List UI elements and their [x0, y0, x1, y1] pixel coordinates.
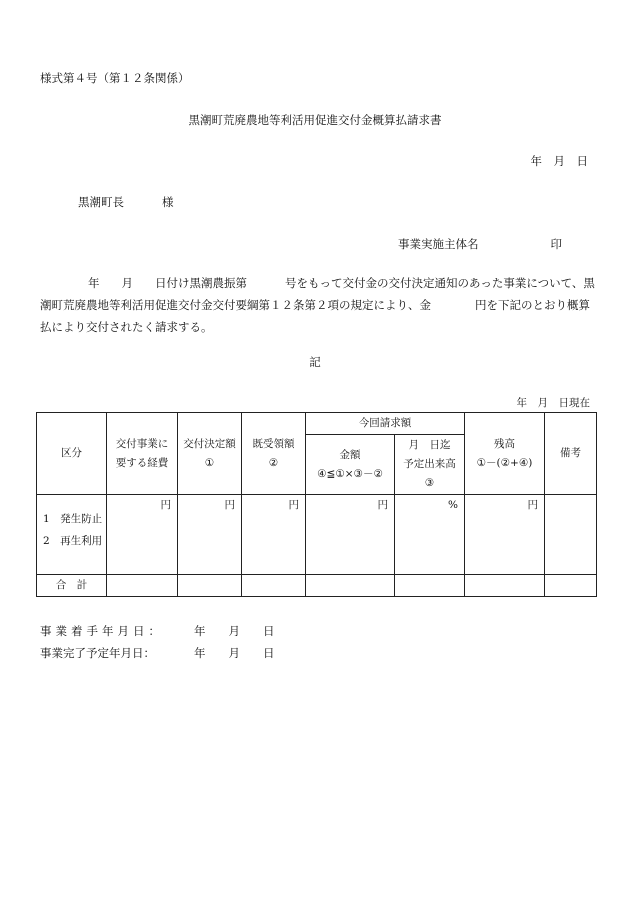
decision-cell[interactable]: 円	[178, 495, 242, 575]
total-received-cell[interactable]	[242, 575, 306, 597]
body-notice: 日付け黒潮農振第	[155, 276, 247, 290]
category-reuse: 2 再生利用	[43, 535, 103, 547]
progress-cell[interactable]: %	[395, 495, 465, 575]
request-date: 年 月 日	[530, 154, 588, 168]
header-received: 既受領額 ②	[242, 413, 306, 495]
end-date-label: 事業完了予定年月日：	[40, 646, 155, 660]
total-remarks-cell[interactable]	[545, 575, 597, 597]
header-decision: 交付決定額 ①	[178, 413, 242, 495]
cost-cell[interactable]: 円	[107, 495, 178, 575]
start-date-label: 事業着手年月日：	[40, 624, 164, 638]
body-main: 号をもって交付金の交付決定通知のあった事業について、黒潮町荒廃農地等利活用促進交付金交付要綱第１２条第２項の規定により、金	[40, 276, 595, 312]
seal-mark: 印	[550, 237, 562, 251]
start-date-row	[40, 620, 275, 642]
form-number: 様式第４号（第１２条関係）	[40, 71, 190, 85]
ki-mark: 記	[309, 355, 321, 369]
body-year: 年	[88, 276, 100, 290]
end-date-value: 年 月 日	[194, 646, 275, 660]
total-amount-cell[interactable]	[306, 575, 395, 597]
total-decision-cell[interactable]	[178, 575, 242, 597]
header-current-request: 今回請求額	[306, 413, 465, 435]
category-cell	[37, 495, 107, 575]
total-cost-cell[interactable]	[107, 575, 178, 597]
end-date-row	[40, 642, 275, 664]
table-row	[37, 495, 597, 575]
balance-cell[interactable]: 円	[465, 495, 545, 575]
request-table	[36, 412, 597, 597]
addressee-honorific: 様	[162, 195, 174, 209]
category-prevention: 1 発生防止	[43, 513, 103, 525]
body-closing: 円を下記のとおり概算払により交付されたく請求する。	[40, 298, 590, 334]
as-of-date: 年 月 日現在	[516, 397, 590, 409]
total-progress-cell[interactable]	[395, 575, 465, 597]
start-date-value: 年 月 日	[194, 624, 275, 638]
amount-cell[interactable]: 円	[306, 495, 395, 575]
applicant	[398, 236, 562, 252]
total-balance-cell[interactable]	[465, 575, 545, 597]
header-row-1	[37, 413, 597, 435]
applicant-label: 事業実施主体名	[398, 237, 479, 251]
header-cost: 交付事業に 要する経費	[107, 413, 178, 495]
addressee-name: 黒潮町長	[78, 195, 124, 209]
document-title: 黒潮町荒廃農地等利活用促進交付金概算払請求書	[188, 113, 442, 127]
addressee	[78, 194, 174, 210]
header-category: 区分	[37, 413, 107, 495]
header-remarks: 備考	[545, 413, 597, 495]
header-balance: 残高 ①－(②+④)	[465, 413, 545, 495]
remarks-cell[interactable]	[545, 495, 597, 575]
total-row	[37, 575, 597, 597]
request-body	[40, 272, 600, 338]
project-dates	[40, 620, 275, 664]
header-progress: 月 日迄 予定出来高 ③	[395, 435, 465, 495]
total-label: 合 計	[37, 575, 107, 597]
body-month: 月	[121, 276, 133, 290]
received-cell[interactable]: 円	[242, 495, 306, 575]
header-amount: 金額 ④≦①×③－②	[306, 435, 395, 495]
